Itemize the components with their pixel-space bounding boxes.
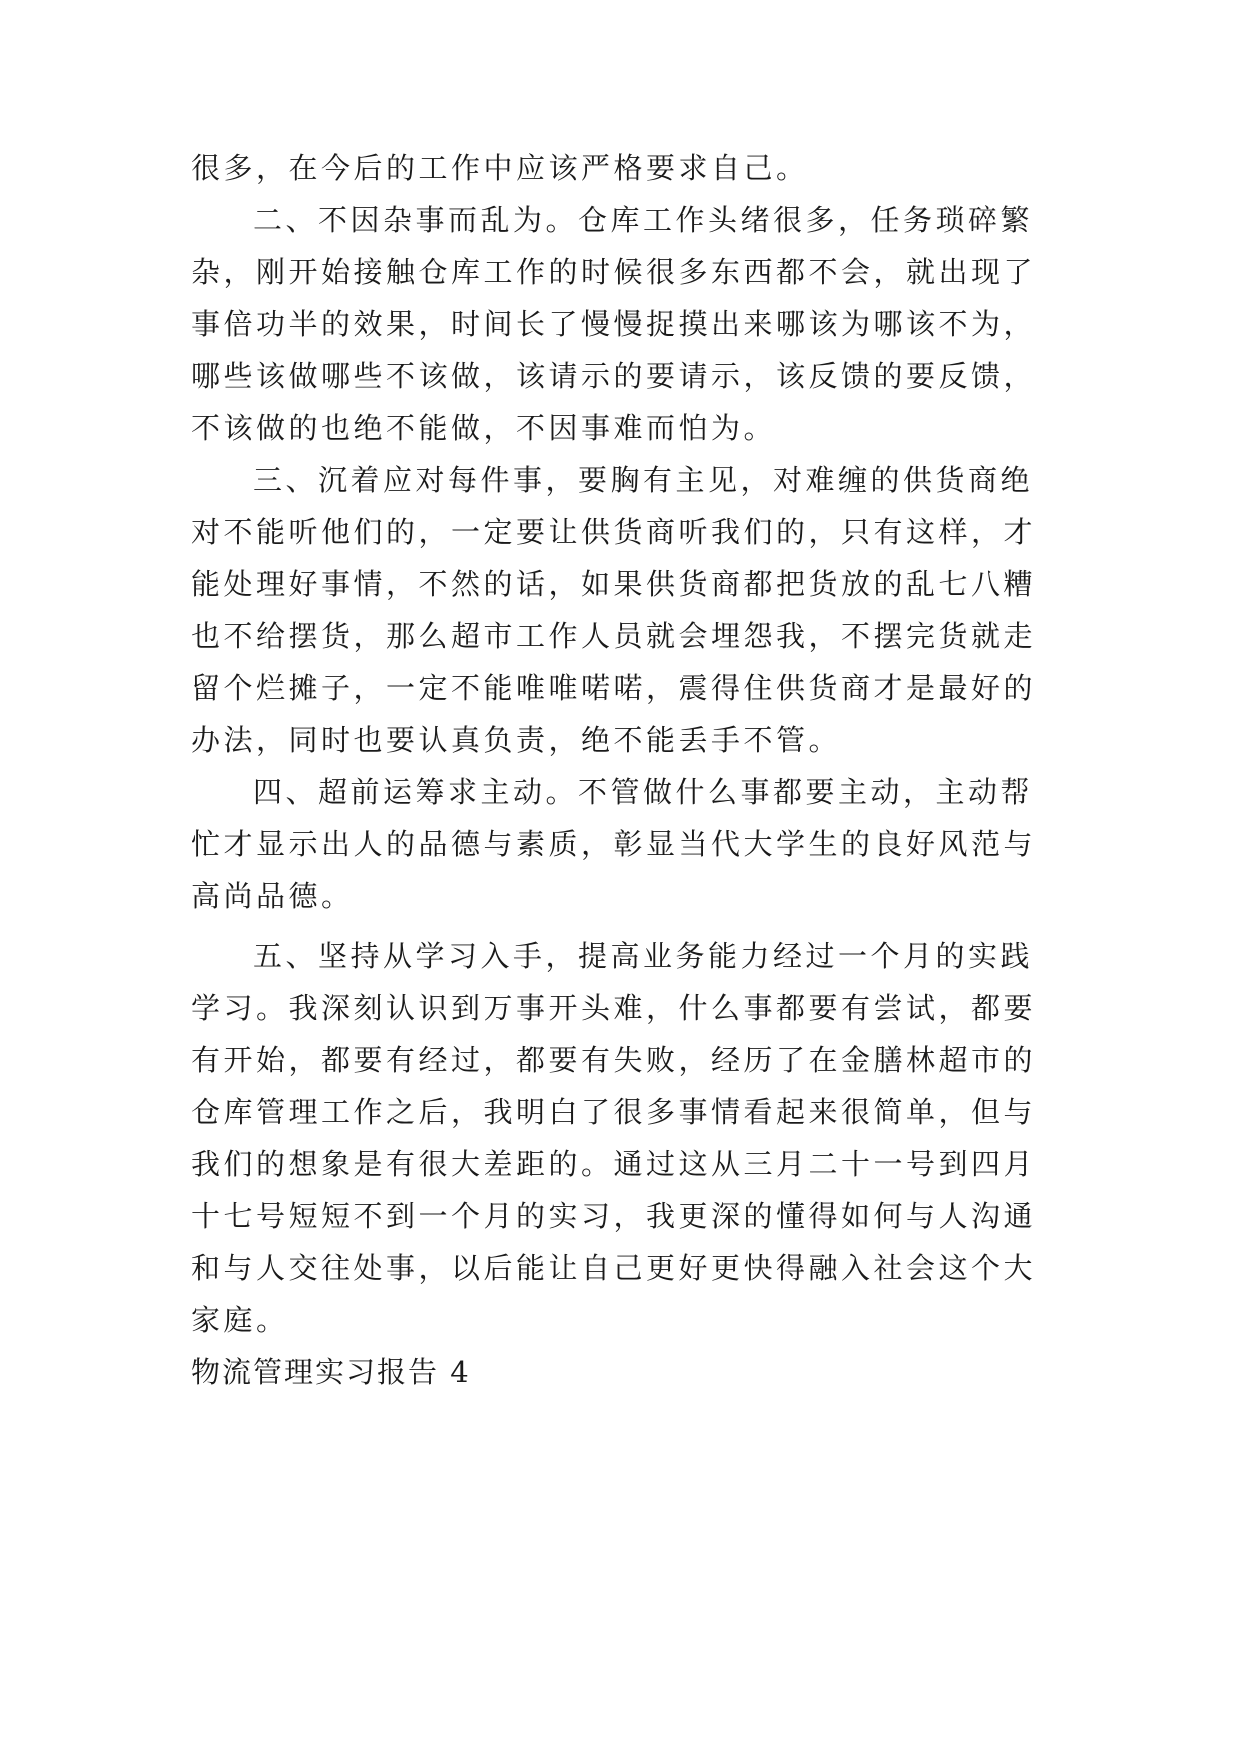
section-heading: 物流管理实习报告 4 xyxy=(191,1355,471,1389)
text-line: 学习。我深刻认识到万事开头难，什么事都要有尝试，都要 xyxy=(191,991,1037,1025)
text-line: 我们的想象是有很大差距的。通过这从三月二十一号到四月 xyxy=(191,1147,1037,1181)
text-line: 仓库管理工作之后，我明白了很多事情看起来很简单，但与 xyxy=(191,1095,1037,1129)
text-line: 十七号短短不到一个月的实习，我更深的懂得如何与人沟通 xyxy=(191,1199,1037,1233)
text-line: 高尚品德。 xyxy=(191,879,354,913)
text-line: 留个烂摊子，一定不能唯唯喏喏，震得住供货商才是最好的 xyxy=(191,671,1037,705)
text-line: 有开始，都要有经过，都要有失败，经历了在金膳林超市的 xyxy=(191,1043,1037,1077)
paragraph-3-start: 三、沉着应对每件事，要胸有主见，对难缠的供货商绝 xyxy=(253,463,1034,497)
text-line: 不该做的也绝不能做，不因事难而怕为。 xyxy=(191,411,777,445)
text-line: 事倍功半的效果，时间长了慢慢捉摸出来哪该为哪该不为， xyxy=(191,307,1037,341)
text-line: 杂，刚开始接触仓库工作的时候很多东西都不会，就出现了 xyxy=(191,255,1037,289)
text-line: 也不给摆货，那么超市工作人员就会埋怨我，不摆完货就走 xyxy=(191,619,1037,653)
paragraph-4-start: 四、超前运筹求主动。不管做什么事都要主动，主动帮 xyxy=(253,775,1034,809)
text-line: 和与人交往处事，以后能让自己更好更快得融入社会这个大 xyxy=(191,1251,1037,1285)
paragraph-5-start: 五、坚持从学习入手，提高业务能力经过一个月的实践 xyxy=(253,939,1034,973)
paragraph-2-start: 二、不因杂事而乱为。仓库工作头绪很多，任务琐碎繁 xyxy=(253,203,1034,237)
text-line: 家庭。 xyxy=(191,1303,289,1337)
text-line: 很多，在今后的工作中应该严格要求自己。 xyxy=(191,151,809,185)
text-line: 对不能听他们的，一定要让供货商听我们的，只有这样，才 xyxy=(191,515,1037,549)
text-line: 办法，同时也要认真负责，绝不能丢手不管。 xyxy=(191,723,842,757)
text-line: 忙才显示出人的品德与素质，彰显当代大学生的良好风范与 xyxy=(191,827,1037,861)
text-line: 能处理好事情，不然的话，如果供货商都把货放的乱七八糟 xyxy=(191,567,1037,601)
text-line: 哪些该做哪些不该做，该请示的要请示，该反馈的要反馈， xyxy=(191,359,1037,393)
